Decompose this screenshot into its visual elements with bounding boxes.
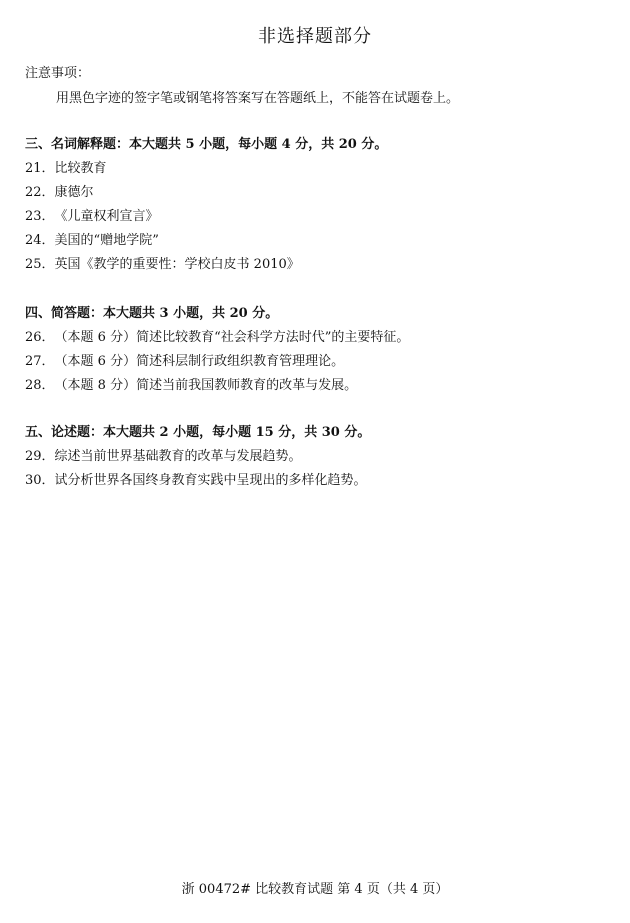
question-item bbox=[25, 181, 615, 205]
question-number: 29． bbox=[25, 449, 55, 464]
question-item bbox=[25, 374, 615, 398]
question-number: 21． bbox=[25, 161, 55, 176]
question-number: 28． bbox=[25, 378, 55, 393]
notice-text: 用黑色字迹的签字笔或钢笔将答案写在答题纸上，不能答在试题卷上。 bbox=[56, 91, 460, 106]
question-item bbox=[25, 350, 615, 374]
question-text: 英国《教学的重要性：学校白皮书 2010》 bbox=[54, 257, 300, 272]
question-number: 30． bbox=[25, 473, 55, 488]
question-number: 22． bbox=[25, 185, 55, 200]
section-short-answer bbox=[25, 302, 615, 398]
question-item bbox=[25, 229, 615, 253]
question-number: 27． bbox=[25, 354, 55, 369]
question-number: 24． bbox=[25, 233, 55, 248]
question-text: 康德尔 bbox=[54, 185, 94, 200]
section-heading: 四、简答题：本大题共 3 小题，共 20 分。 bbox=[25, 306, 279, 321]
question-text: （本题 8 分）简述当前我国教师教育的改革与发展。 bbox=[54, 378, 358, 393]
question-item bbox=[25, 326, 615, 350]
question-text: 综述当前世界基础教育的改革与发展趋势。 bbox=[54, 449, 302, 464]
question-item bbox=[25, 445, 615, 469]
section-heading: 三、名词解释题：本大题共 5 小题，每小题 4 分，共 20 分。 bbox=[25, 137, 388, 152]
question-text: 《儿童权利宣言》 bbox=[54, 209, 159, 224]
question-number: 25． bbox=[25, 257, 55, 272]
page-title: 非选择题部分 bbox=[258, 26, 372, 47]
notice-label: 注意事项： bbox=[25, 66, 91, 81]
question-text: 试分析世界各国终身教育实践中呈现出的多样化趋势。 bbox=[54, 473, 367, 488]
page-footer: 浙 00472# 比较教育试题 第 4 页（共 4 页） bbox=[181, 882, 449, 897]
section-essay bbox=[25, 421, 615, 493]
question-item bbox=[25, 253, 615, 277]
question-text: （本题 6 分）简述比较教育“社会科学方法时代”的主要特征。 bbox=[54, 330, 410, 345]
question-item bbox=[25, 157, 615, 181]
question-number: 26． bbox=[25, 330, 55, 345]
question-number: 23． bbox=[25, 209, 55, 224]
question-text: 美国的“赠地学院” bbox=[54, 233, 159, 248]
question-text: 比较教育 bbox=[54, 161, 107, 176]
section-terms bbox=[25, 133, 615, 277]
question-item bbox=[25, 205, 615, 229]
question-item bbox=[25, 469, 615, 493]
question-text: （本题 6 分）简述科层制行政组织教育管理理论。 bbox=[54, 354, 345, 369]
section-heading: 五、论述题：本大题共 2 小题，每小题 15 分，共 30 分。 bbox=[25, 425, 371, 440]
